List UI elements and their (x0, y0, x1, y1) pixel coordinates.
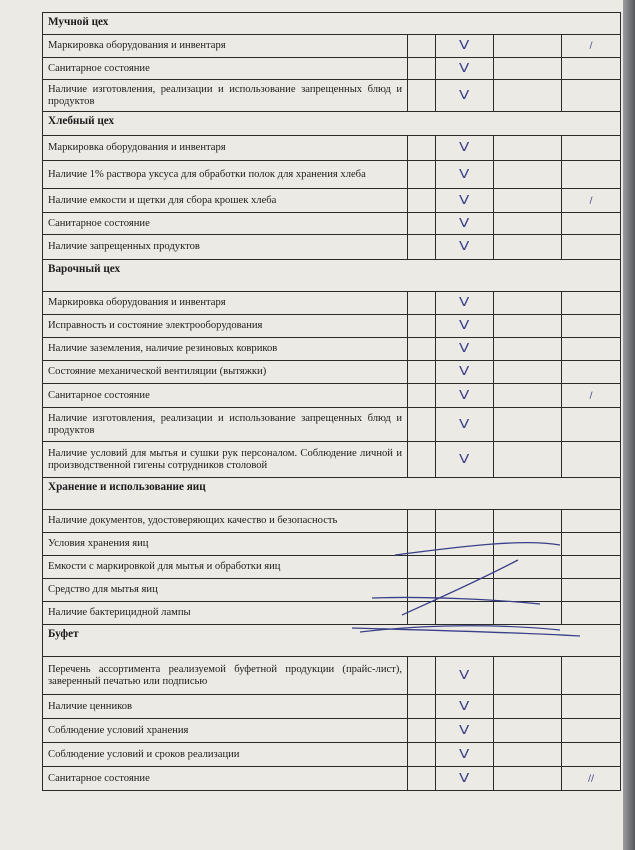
criterion-label: Соблюдение условий и сроков реализации (43, 743, 408, 767)
checklist-row (43, 719, 621, 743)
handwritten-check-mark: V (459, 416, 470, 431)
empty-cell (494, 292, 562, 315)
empty-cell (408, 338, 436, 361)
empty-cell (408, 35, 436, 58)
checklist-row (43, 743, 621, 767)
compliance-check-cell (436, 58, 494, 80)
empty-cell (562, 235, 621, 260)
empty-cell (408, 695, 436, 719)
empty-cell (494, 384, 562, 408)
criterion-label: Наличие изготовления, реализации и использование запрещенных блюд и продуктов (43, 408, 408, 442)
handwritten-check-mark: V (459, 239, 470, 253)
margin-tick-mark: / (589, 41, 593, 51)
checklist-row (43, 533, 621, 556)
empty-cell (494, 361, 562, 384)
empty-cell (408, 58, 436, 80)
margin-tick-mark: / (587, 773, 592, 784)
criterion-label: Наличие изготовления, реализации и использование запрещенных блюд и продуктов (43, 80, 408, 112)
empty-cell (494, 136, 562, 161)
empty-cell (408, 161, 436, 189)
empty-cell (408, 533, 436, 556)
checklist-row (43, 235, 621, 260)
margin-tick-mark: / (589, 195, 593, 206)
criterion-label: Санитарное состояние (43, 213, 408, 235)
empty-cell (408, 384, 436, 408)
empty-cell (408, 719, 436, 743)
section-title: Хранение и использование яиц (43, 478, 621, 510)
checklist-row (43, 213, 621, 235)
empty-cell (494, 213, 562, 235)
compliance-check-cell (436, 292, 494, 315)
empty-cell (494, 35, 562, 58)
section-header-row (43, 112, 621, 136)
criterion-label: Маркировка оборудования и инвентаря (43, 136, 408, 161)
compliance-check-cell (436, 556, 494, 579)
criterion-label: Наличие емкости и щетки для сбора крошек хлеба (43, 189, 408, 213)
empty-cell (494, 58, 562, 80)
compliance-check-cell (436, 657, 494, 695)
criterion-label: Санитарное состояние (43, 384, 408, 408)
empty-cell (494, 602, 562, 625)
checklist-row (43, 695, 621, 719)
handwritten-check-mark: V (459, 318, 470, 332)
empty-cell (494, 695, 562, 719)
handwritten-check-mark: V (459, 770, 470, 785)
empty-cell (562, 35, 621, 58)
handwritten-check-mark: V (459, 166, 470, 181)
empty-cell (494, 579, 562, 602)
empty-cell (562, 80, 621, 112)
compliance-check-cell (436, 579, 494, 602)
empty-cell (408, 408, 436, 442)
checklist-row (43, 80, 621, 112)
checklist-row (43, 338, 621, 361)
checklist-row (43, 602, 621, 625)
checklist-row (43, 384, 621, 408)
handwritten-check-mark: V (459, 698, 470, 713)
empty-cell (562, 510, 621, 533)
criterion-label: Наличие бактерицидной лампы (43, 602, 408, 625)
empty-cell (494, 533, 562, 556)
checklist-row (43, 510, 621, 533)
compliance-check-cell (436, 315, 494, 338)
empty-cell (562, 408, 621, 442)
empty-cell (562, 58, 621, 80)
compliance-check-cell (436, 743, 494, 767)
handwritten-check-mark: V (459, 667, 470, 682)
empty-cell (562, 556, 621, 579)
checklist-row (43, 767, 621, 791)
empty-cell (408, 292, 436, 315)
criterion-label: Емкости с маркировкой для мытья и обработки яиц (43, 556, 408, 579)
margin-tick-mark: / (591, 773, 595, 784)
empty-cell (408, 136, 436, 161)
empty-cell (562, 533, 621, 556)
handwritten-check-mark: V (459, 387, 470, 402)
section-title: Мучной цех (43, 13, 621, 35)
empty-cell (494, 315, 562, 338)
criterion-label: Наличие условий для мытья и сушки рук персоналом. Соблюдение личной и производственной гигены сотрудников столовой (43, 442, 408, 478)
empty-cell (408, 602, 436, 625)
checklist-row (43, 35, 621, 58)
checklist-row (43, 408, 621, 442)
compliance-check-cell (436, 235, 494, 260)
compliance-check-cell (436, 338, 494, 361)
handwritten-check-mark: V (459, 140, 470, 154)
empty-cell (494, 442, 562, 478)
criterion-label: Наличие ценников (43, 695, 408, 719)
compliance-check-cell (436, 408, 494, 442)
empty-cell (494, 408, 562, 442)
empty-cell (562, 579, 621, 602)
empty-cell (562, 743, 621, 767)
criterion-label: Условия хранения яиц (43, 533, 408, 556)
criterion-label: Исправность и состояние электрооборудования (43, 315, 408, 338)
empty-cell (562, 292, 621, 315)
criterion-label: Маркировка оборудования и инвентаря (43, 35, 408, 58)
compliance-check-cell (436, 35, 494, 58)
criterion-label: Средство для мытья яиц (43, 579, 408, 602)
compliance-check-cell (436, 80, 494, 112)
section-title: Хлебный цех (43, 112, 621, 136)
compliance-check-cell (436, 767, 494, 791)
compliance-check-cell (436, 442, 494, 478)
empty-cell (408, 213, 436, 235)
checklist-row (43, 657, 621, 695)
empty-cell (562, 213, 621, 235)
compliance-check-cell (436, 213, 494, 235)
empty-cell (408, 442, 436, 478)
empty-cell (408, 743, 436, 767)
criterion-label: Наличие документов, удостоверяющих качество и безопасность (43, 510, 408, 533)
empty-cell (494, 80, 562, 112)
empty-cell (562, 442, 621, 478)
empty-cell (494, 556, 562, 579)
criterion-label: Наличие запрещенных продуктов (43, 235, 408, 260)
empty-cell (494, 743, 562, 767)
section-title: Буфет (43, 625, 621, 657)
empty-cell (562, 361, 621, 384)
empty-cell (408, 579, 436, 602)
empty-cell (562, 136, 621, 161)
handwritten-check-mark: V (459, 451, 470, 466)
criterion-label: Наличие заземления, наличие резиновых ковриков (43, 338, 408, 361)
empty-cell (494, 161, 562, 189)
handwritten-check-mark: V (459, 295, 470, 309)
criterion-label: Соблюдение условий хранения (43, 719, 408, 743)
empty-cell (562, 657, 621, 695)
page-edge-shadow (623, 0, 635, 850)
compliance-check-cell (436, 361, 494, 384)
compliance-check-cell (436, 533, 494, 556)
section-header-row (43, 260, 621, 292)
inspection-checklist-table (42, 12, 621, 791)
empty-cell (562, 767, 621, 791)
checklist-row (43, 579, 621, 602)
checklist-row (43, 189, 621, 213)
empty-cell (408, 657, 436, 695)
empty-cell (408, 510, 436, 533)
criterion-label: Санитарное состояние (43, 767, 408, 791)
empty-cell (494, 657, 562, 695)
handwritten-check-mark: V (459, 38, 470, 52)
empty-cell (494, 235, 562, 260)
compliance-check-cell (436, 695, 494, 719)
criterion-label: Наличие 1% раствора уксуса для обработки полок для хранения хлеба (43, 161, 408, 189)
criterion-label: Перечень ассортимента реализуемой буфетной продукции (прайс-лист), заверенный печатью или подписью (43, 657, 408, 695)
checklist-row (43, 442, 621, 478)
empty-cell (408, 556, 436, 579)
empty-cell (494, 338, 562, 361)
empty-cell (562, 189, 621, 213)
empty-cell (562, 384, 621, 408)
empty-cell (494, 189, 562, 213)
empty-cell (408, 80, 436, 112)
empty-cell (562, 695, 621, 719)
criterion-label: Состояние механической вентиляции (вытяжки) (43, 361, 408, 384)
empty-cell (408, 235, 436, 260)
empty-cell (562, 602, 621, 625)
criterion-label: Санитарное состояние (43, 58, 408, 80)
checklist-row (43, 58, 621, 80)
checklist-row (43, 136, 621, 161)
section-header-row (43, 478, 621, 510)
empty-cell (494, 510, 562, 533)
checklist-row (43, 556, 621, 579)
compliance-check-cell (436, 719, 494, 743)
section-title: Варочный цех (43, 260, 621, 292)
empty-cell (408, 767, 436, 791)
section-header-row (43, 13, 621, 35)
empty-cell (562, 161, 621, 189)
handwritten-check-mark: V (459, 87, 470, 102)
handwritten-check-mark: V (459, 364, 470, 378)
compliance-check-cell (436, 510, 494, 533)
handwritten-check-mark: V (459, 215, 470, 230)
empty-cell (494, 719, 562, 743)
handwritten-check-mark: V (459, 341, 470, 355)
compliance-check-cell (436, 161, 494, 189)
empty-cell (562, 719, 621, 743)
handwritten-check-mark: V (459, 60, 470, 75)
checklist-row (43, 161, 621, 189)
empty-cell (494, 767, 562, 791)
compliance-check-cell (436, 136, 494, 161)
empty-cell (408, 315, 436, 338)
checklist-row (43, 292, 621, 315)
empty-cell (408, 361, 436, 384)
checklist-row (43, 361, 621, 384)
margin-tick-mark: / (589, 390, 593, 401)
empty-cell (562, 338, 621, 361)
section-header-row (43, 625, 621, 657)
compliance-check-cell (436, 384, 494, 408)
handwritten-check-mark: V (459, 722, 470, 737)
handwritten-check-mark: V (459, 746, 470, 761)
compliance-check-cell (436, 602, 494, 625)
empty-cell (408, 189, 436, 213)
empty-cell (562, 315, 621, 338)
handwritten-check-mark: V (459, 192, 470, 207)
criterion-label: Маркировка оборудования и инвентаря (43, 292, 408, 315)
compliance-check-cell (436, 189, 494, 213)
checklist-row (43, 315, 621, 338)
